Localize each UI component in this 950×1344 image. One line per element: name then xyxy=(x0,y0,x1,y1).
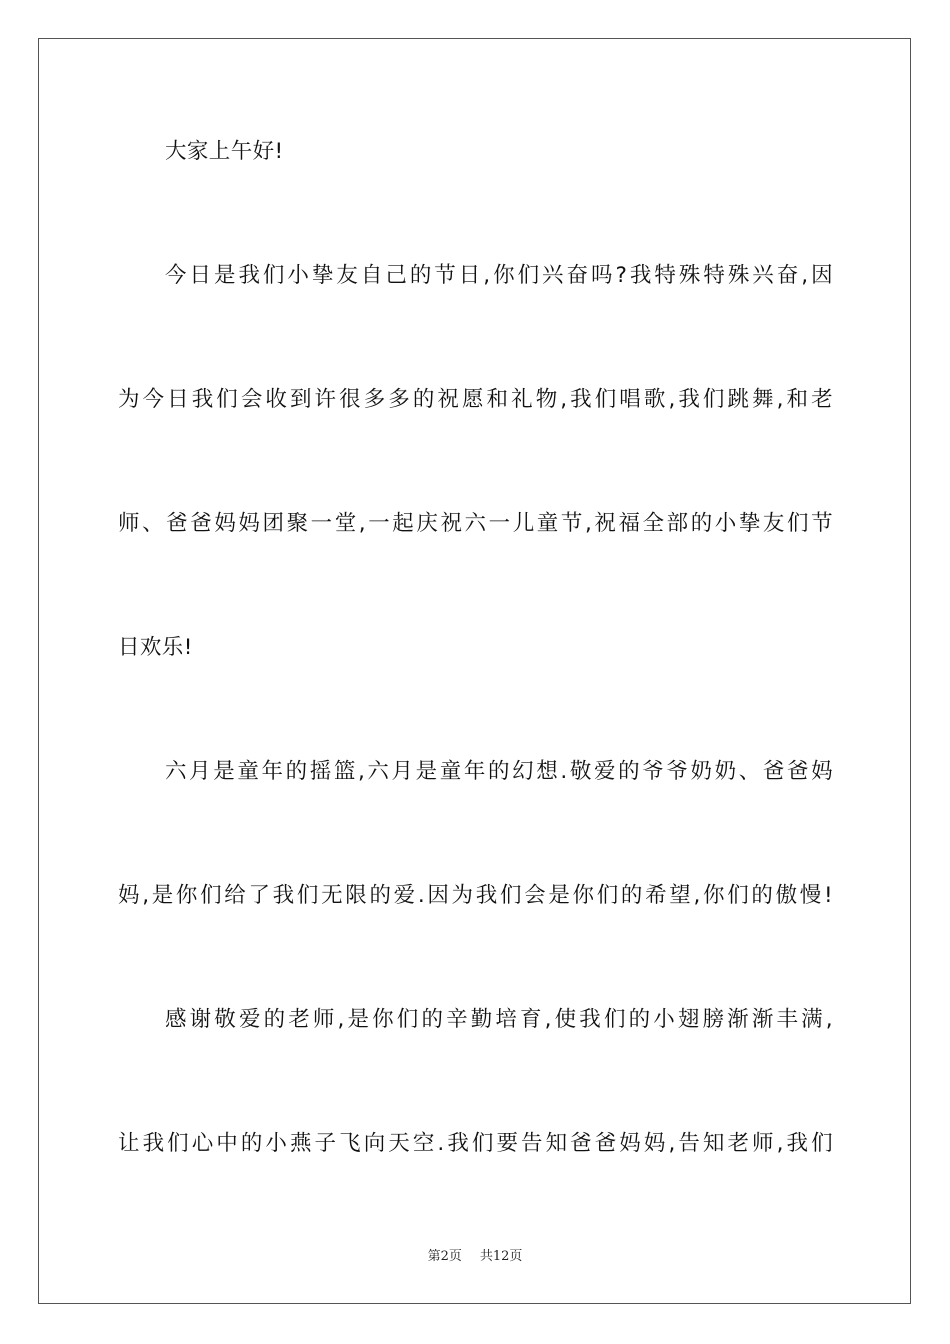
paragraph-line: 六月是童年的摇篮,六月是童年的幻想.敬爱的爷爷奶奶、爸爸妈 xyxy=(165,759,833,784)
page-footer xyxy=(0,1248,950,1266)
paragraph-line: 师、爸爸妈妈团聚一堂,一起庆祝六一儿童节,祝福全部的小挚友们节 xyxy=(118,511,833,536)
page-total: 共12页 xyxy=(479,1249,523,1264)
paragraph-line: 让我们心中的小燕子飞向天空.我们要告知爸爸妈妈,告知老师,我们 xyxy=(118,1131,833,1156)
paragraph-line: 为今日我们会收到许很多多的祝愿和礼物,我们唱歌,我们跳舞,和老 xyxy=(118,387,833,412)
paragraph-line: 今日是我们小挚友自己的节日,你们兴奋吗?我特殊特殊兴奋,因 xyxy=(165,263,833,288)
page-number: 第2页 xyxy=(427,1249,462,1264)
paragraph-line: 日欢乐! xyxy=(118,635,193,660)
paragraph-line: 感谢敬爱的老师,是你们的辛勤培育,使我们的小翅膀渐渐丰满, xyxy=(165,1007,833,1032)
page-border xyxy=(38,38,911,1304)
paragraph-line: 妈,是你们给了我们无限的爱.因为我们会是你们的希望,你们的傲慢! xyxy=(118,883,833,908)
greeting-line: 大家上午好! xyxy=(165,139,284,164)
